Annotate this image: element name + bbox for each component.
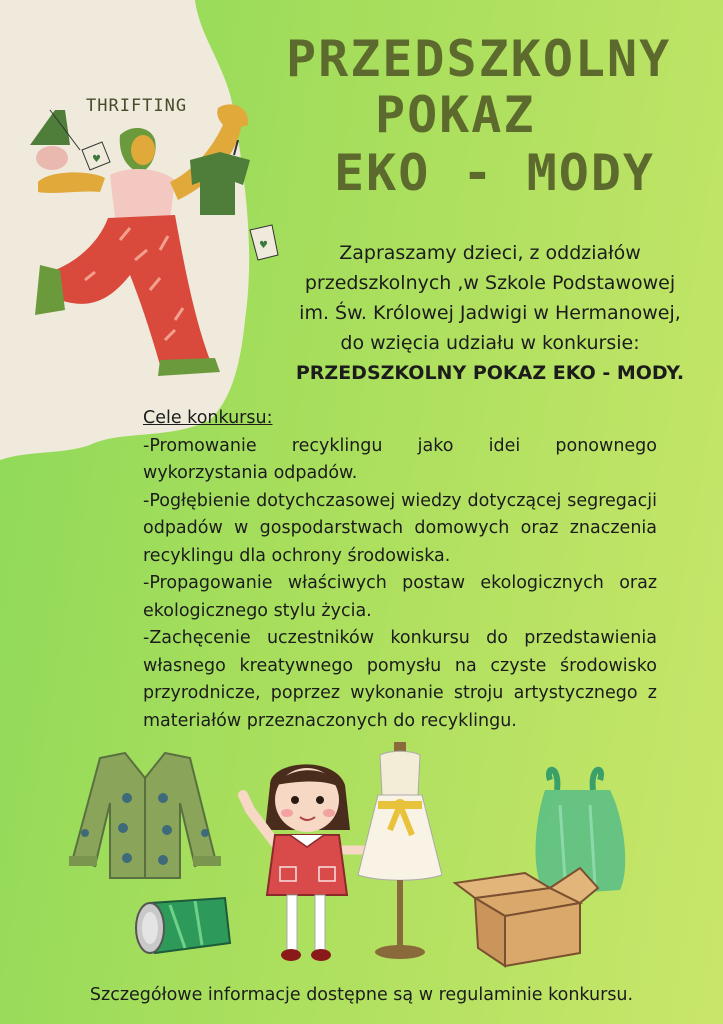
thrifting-woman-illustration (10, 100, 268, 390)
intro-line-1: Zapraszamy dzieci, z oddziałów (339, 242, 641, 264)
invitation-text (270, 238, 710, 388)
intro-line-2: przedszkolnych ,w Szkole Podstawowej (304, 272, 676, 294)
goal-item: -Pogłębienie dotychczasowej wiedzy dotyczącej segregacji odpadów w gospodarstwach domowych oraz znaczenia recyklingu dla ochrony środowiska. (143, 490, 657, 566)
svg-text:♥: ♥ (92, 154, 101, 165)
contest-name: PRZEDSZKOLNY POKAZ EKO - MODY. (295, 362, 685, 384)
intro-line-3: im. Św. Królowej Jadwigi w Hermanowej, (299, 302, 681, 324)
contest-goals (143, 405, 657, 735)
svg-text:♥: ♥ (259, 240, 268, 251)
thrifting-label: THRIFTING (86, 96, 188, 116)
title-line-3: EKO - MODY (334, 144, 656, 202)
footer-note: Szczegółowe informacje dostępne są w regulaminie konkursu. (89, 985, 634, 1005)
crushed-can-illustration (130, 893, 235, 958)
goal-item: -Propagowanie właściwych postaw ekologicznych oraz ekologicznego stylu życia. (143, 573, 657, 621)
intro-line-4: do wzięcia udziału w konkursie: (340, 332, 640, 354)
cardigan-illustration (65, 748, 225, 888)
mannequin-dress-illustration (350, 740, 450, 965)
goals-heading: Cele konkursu: (143, 408, 273, 428)
cardboard-box-illustration (450, 858, 600, 968)
title-line-2: POKAZ (375, 86, 536, 144)
goal-item: -Promowanie recyklingu jako idei ponownego wykorzystania odpadów. (143, 435, 657, 483)
goal-item: -Zachęcenie uczestników konkursu do przedstawienia własnego kreatywnego pomysłu na czyste środowisko przyrodnicze, poprzez wykonanie stroju artystycznego z materiałów przeznaczonych do recyklingu. (143, 628, 657, 731)
title-line-1: PRZEDSZKOLNY (286, 30, 672, 88)
